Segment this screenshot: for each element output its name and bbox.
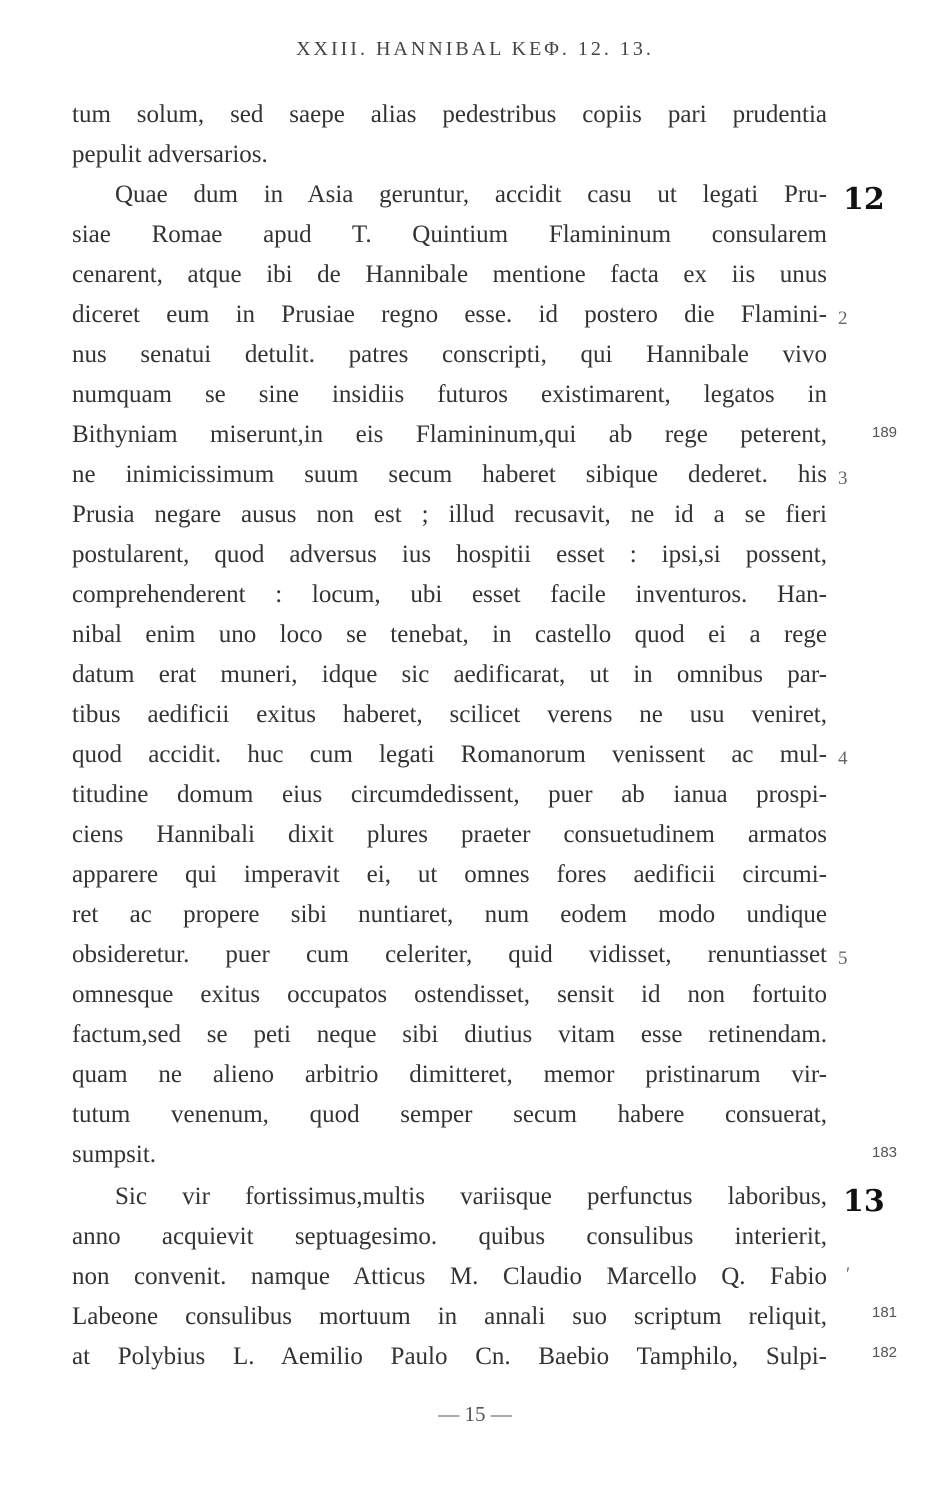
text-line: diceret eum in Prusiae regno esse. id postero die Flamini- bbox=[72, 301, 827, 328]
text-line: Sic vir fortissimus,multis variisque perfunctus laboribus, bbox=[115, 1183, 827, 1210]
text-line: numquam se sine insidiis futuros existimarent, legatos in bbox=[72, 381, 827, 408]
year-marker: 182 bbox=[872, 1344, 898, 1361]
text-line: titudine domum eius circumdedissent, puer ab ianua prospi- bbox=[72, 781, 827, 808]
text-line: nus senatui detulit. patres conscripti, qui Hannibale vivo bbox=[72, 341, 827, 368]
text-line: tibus aedificii exitus haberet, scilicet verens ne usu veniret, bbox=[72, 701, 827, 728]
section-number: 2 bbox=[838, 308, 848, 329]
year-marker: 189 bbox=[872, 424, 898, 441]
text-line: siae Romae apud T. Quintium Flamininum consularem bbox=[72, 221, 827, 248]
chapter-number: 13 bbox=[843, 1184, 885, 1219]
text-line: nibal enim uno loco se tenebat, in castello quod ei a rege bbox=[72, 621, 827, 648]
text-line: ret ac propere sibi nuntiaret, num eodem modo undique bbox=[72, 901, 827, 928]
text-line: at Polybius L. Aemilio Paulo Cn. Baebio Tamphilo, Sulpi- bbox=[72, 1343, 827, 1370]
page-number: — 15 — bbox=[438, 1402, 512, 1426]
text-line: quod accidit. huc cum legati Romanorum venissent ac mul- bbox=[72, 741, 827, 768]
text-line: cenarent, atque ibi de Hannibale mentione facta ex iis unus bbox=[72, 261, 827, 288]
stray-mark: ′ bbox=[846, 1264, 851, 1285]
text-line: Prusia negare ausus non est ; illud recusavit, ne id a se fieri bbox=[72, 501, 827, 528]
text-line: Bithyniam miserunt,in eis Flamininum,qui ab rege peterent, bbox=[72, 421, 827, 448]
text-line: non convenit. namque Atticus M. Claudio Marcello Q. Fabio bbox=[72, 1263, 827, 1290]
running-head: XXIII. HANNIBAL ΚΕΦ. 12. 13. bbox=[296, 38, 654, 60]
text-line: tutum venenum, quod semper secum habere consuerat, bbox=[72, 1101, 827, 1128]
text-line: anno acquievit septuagesimo. quibus consulibus interierit, bbox=[72, 1223, 827, 1250]
section-number: 5 bbox=[838, 948, 848, 969]
text-line: apparere qui imperavit ei, ut omnes fores aedificii circumi- bbox=[72, 861, 827, 888]
text-line: obsideretur. puer cum celeriter, quid vidisset, renuntiasset bbox=[72, 941, 827, 968]
text-line: Labeone consulibus mortuum in annali suo scriptum reliquit, bbox=[72, 1303, 827, 1330]
section-number: 4 bbox=[838, 748, 848, 769]
text-line: Quae dum in Asia geruntur, accidit casu ut legati Pru- bbox=[115, 181, 827, 208]
chapter-number: 12 bbox=[843, 182, 885, 217]
text-line: factum,sed se peti neque sibi diutius vitam esse retinendam. bbox=[72, 1021, 827, 1048]
text-line: postularent, quod adversus ius hospitii esset : ipsi,si possent, bbox=[72, 541, 827, 568]
text-line: ciens Hannibali dixit plures praeter consuetudinem armatos bbox=[72, 821, 827, 848]
year-marker: 181 bbox=[872, 1304, 898, 1321]
text-line: quam ne alieno arbitrio dimitteret, memor pristinarum vir- bbox=[72, 1061, 827, 1088]
text-line: omnesque exitus occupatos ostendisset, sensit id non fortuito bbox=[72, 981, 827, 1008]
text-line: comprehenderent : locum, ubi esset facile inventuros. Han- bbox=[72, 581, 827, 608]
text-line: sumpsit. bbox=[72, 1141, 157, 1168]
section-number: 3 bbox=[838, 468, 848, 489]
text-line: datum erat muneri, idque sic aedificarat, ut in omnibus par- bbox=[72, 661, 827, 688]
text-line: pepulit adversarios. bbox=[72, 141, 268, 168]
text-line: ne inimicissimum suum secum haberet sibique dederet. his bbox=[72, 461, 827, 488]
year-marker: 183 bbox=[872, 1144, 898, 1161]
text-line: tum solum, sed saepe alias pedestribus copiis pari prudentia bbox=[72, 101, 827, 128]
